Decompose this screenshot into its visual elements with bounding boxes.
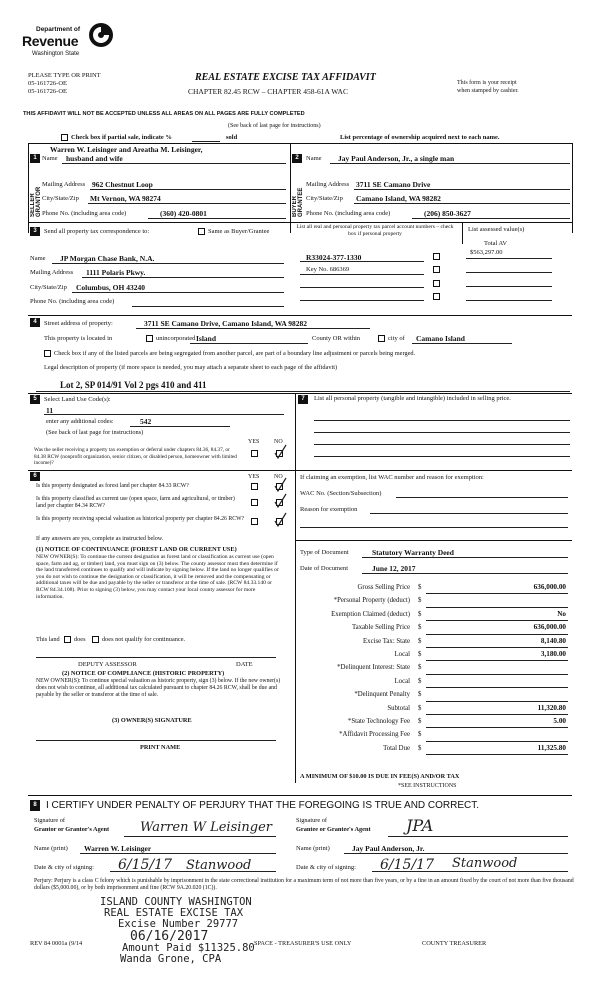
tax-row	[296, 622, 570, 635]
grantor-sig-label-1: Signature of	[34, 817, 65, 824]
section-7-marker: 7	[298, 395, 308, 404]
land-label: This land	[36, 636, 60, 643]
corr-city-label: City/State/Zip	[30, 284, 67, 291]
tax-row-value: No	[557, 609, 566, 618]
county-label: County OR within	[312, 335, 361, 342]
stamp-amount-paid: Amount Paid $11325.80	[122, 942, 255, 954]
partial-sale-checkbox[interactable]	[61, 134, 68, 141]
doc-type: Statutory Warranty Deed	[372, 548, 454, 557]
land-use-code: 11	[46, 406, 54, 415]
s6-yes-header: YES	[248, 474, 260, 480]
section-4-marker: 4	[30, 318, 40, 327]
s5-no-header: NO	[274, 439, 283, 445]
tax-row-label: Local	[394, 651, 410, 658]
street-label: Street address of property:	[44, 320, 113, 327]
section-2-marker: 2	[292, 154, 302, 163]
county-treasurer-label: COUNTY TREASURER	[422, 940, 487, 947]
historic-yes-checkbox[interactable]	[251, 518, 258, 525]
segregated-label: Check box if any of the listed parcels are being segregated from another parcel, are part of a boundary line adjustment or parcels being merged.	[54, 350, 416, 357]
buyer-mailing-label: Mailing Address	[306, 181, 350, 188]
tax-row-value: 11,320.80	[537, 703, 566, 712]
parcel-2-personal-checkbox[interactable]	[433, 266, 440, 273]
grantor-name: Warren W. Leisinger	[84, 844, 152, 853]
tax-row-currency: $	[418, 718, 422, 725]
land-use-label: Select Land Use Code(s):	[44, 396, 111, 403]
within-city-checkbox[interactable]	[378, 335, 385, 342]
tax-row-currency: $	[418, 744, 422, 752]
unincorporated-checkbox[interactable]	[146, 335, 153, 342]
grantee-date-label: Date & city of signing:	[296, 864, 356, 871]
correspondence-label: Send all property tax correspondence to:	[44, 228, 150, 235]
corr-mailing: 1111 Polaris Pkwy.	[86, 268, 146, 277]
tax-row	[296, 689, 570, 702]
wac-number-label: WAC No. (Section/Subsection)	[300, 490, 382, 497]
land-does-label: does	[74, 636, 86, 643]
notice-compliance-title: (2) NOTICE OF COMPLIANCE (HISTORIC PROPERTY)	[62, 670, 225, 677]
tax-row-label: Subtotal	[387, 704, 410, 712]
land-use-see-back: (See back of last page for instructions)	[46, 429, 144, 436]
grantee-name-label: Name (print)	[296, 845, 330, 852]
notice-continuance-title: (1) NOTICE OF CONTINUANCE (FOREST LAND OR CURRENT USE)	[36, 546, 237, 553]
certify-statement: I CERTIFY UNDER PENALTY OF PERJURY THAT THE FOREGOING IS TRUE AND CORRECT.	[46, 800, 480, 811]
tax-row-currency: $	[418, 584, 422, 591]
forest-land-question: Is this property designated as forest land per chapter 84.33 RCW?	[36, 483, 189, 489]
grantee-name: Jay Paul Anderson, Jr.	[352, 844, 425, 853]
tax-table	[296, 582, 570, 762]
buyer-city: Camano Island, WA 98282	[356, 194, 441, 203]
tax-row-currency: $	[418, 651, 422, 658]
city-of-label: city of	[388, 335, 405, 342]
s5-no-check-mark	[273, 444, 287, 460]
tax-row	[296, 609, 570, 622]
legal-label: Legal description of property (if more space is needed, you may attach a separate sheet to each page of the affidavit)	[44, 364, 338, 371]
revenue-logo-icon	[88, 22, 114, 48]
corr-mailing-label: Mailing Address	[30, 269, 74, 276]
current-use-yes-checkbox[interactable]	[251, 499, 258, 506]
exemption-question: Was the seller receiving a property tax exemption or deferral under chapters 84.36, 84.37, or 84.38 RCW (nonprofit organization, senior citizen, or disabled person, homeowner with limited income)?	[34, 447, 237, 466]
receipt-note-2: when stamped by cashier.	[457, 88, 519, 94]
land-does-checkbox[interactable]	[64, 636, 71, 643]
partial-sale-label: Check box if partial sale, indicate %	[71, 134, 172, 141]
grantee-city: Stanwood	[452, 856, 518, 871]
doc-date-label: Date of Document	[300, 565, 349, 572]
stamp-date: 06/16/2017	[130, 929, 209, 944]
partial-sale-percent[interactable]	[192, 141, 220, 142]
seller-name-label: Name	[42, 155, 58, 162]
tax-row-currency: $	[418, 624, 422, 632]
form-code-1: 05-161726-OE	[28, 80, 67, 87]
see-back-note: (See back of last page for instructions)	[228, 123, 321, 129]
tax-row	[296, 676, 570, 689]
buyer-side-label: BUYER GRANTEE	[292, 187, 304, 217]
grantee-signature: JPA	[406, 816, 434, 835]
tax-row	[296, 716, 570, 729]
current-use-question: Is this property classified as current use (open space, farm and agricultural, or timber) land per chapter 84.34 RCW?	[36, 496, 235, 509]
ownership-note: List percentage of ownership acquired next to each name.	[340, 134, 500, 141]
corr-phone-label: Phone No. (including area code)	[30, 298, 115, 305]
tax-row-label: *State Technology Fee	[347, 718, 410, 725]
form-subtitle: CHAPTER 82.45 RCW – CHAPTER 458-61A WAC	[188, 87, 348, 96]
treasurer-stamp	[98, 897, 255, 965]
stamp-excise-tax: REAL ESTATE EXCISE TAX	[104, 907, 244, 919]
parcel-number: R33024-377-1330	[306, 253, 362, 262]
tax-row-label: *Delinquent Penalty	[354, 691, 410, 699]
wac-claim-label: If claiming an exemption, list WAC number and reason for exemption:	[300, 474, 484, 481]
grantee-sig-label-1: Signature of	[296, 817, 327, 824]
historic-question: Is this property receiving special valuation as historical property per chapter 84.26 RCW?	[36, 516, 245, 522]
tax-row	[296, 582, 570, 595]
doc-type-label: Type of Document	[300, 549, 349, 556]
seller-name-line1: Warren W. Leisinger and Areatha M. Leisinger,	[50, 145, 203, 154]
land-does-not-label: does not qualify for continuance.	[102, 636, 186, 643]
tax-row-value: 3,180.00	[540, 650, 566, 658]
grantor-date: 6/15/17	[118, 857, 172, 873]
city-value: Camano Island	[416, 334, 465, 343]
completion-warning: THIS AFFIDAVIT WILL NOT BE ACCEPTED UNLESS ALL AREAS ON ALL PAGES ARE FULLY COMPLETED	[23, 111, 305, 117]
parcel-header: List all real and personal property tax parcel account numbers – check box if personal property	[296, 224, 454, 237]
parcel-1-personal-checkbox[interactable]	[433, 253, 440, 260]
tax-row-label: Exemption Claimed (deduct)	[331, 610, 410, 618]
tax-row-currency: $	[418, 637, 422, 645]
tax-row-currency: $	[418, 704, 422, 712]
tax-row	[296, 743, 570, 756]
parcel-3-personal-checkbox[interactable]	[433, 280, 440, 287]
rev-form-number: REV 84 0001a (9/14	[30, 940, 83, 947]
owner-signature-label: (3) OWNER(S) SIGNATURE	[112, 717, 192, 724]
if-yes-note: If any answers are yes, complete as instructed below.	[36, 536, 164, 542]
section-1-marker: 1	[30, 154, 40, 163]
tax-row-label: Total Due	[383, 744, 410, 752]
perjury-notice: Perjury: Perjury is a class C felony which is punishable by imprisonment in the state correctional institution for a maximum term of not more than five years, or by a fine in an amount fixed by the court of not more than five thousand dollars ($5,000.00), or by both imprisonment and fine (RCW 9A.20.020 (1C)).	[34, 878, 574, 891]
tax-row-label: Gross Selling Price	[357, 584, 410, 591]
tax-row-value: 8,140.80	[540, 636, 566, 645]
corr-name: JP Morgan Chase Bank, N.A.	[60, 254, 155, 263]
buyer-phone-label: Phone No. (including area code)	[306, 210, 391, 217]
tax-row	[296, 662, 570, 675]
s5-yes-header: YES	[248, 439, 260, 445]
deputy-assessor-label: DEPUTY ASSESSOR	[78, 661, 137, 668]
buyer-name: Jay Paul Anderson, Jr., a single man	[338, 154, 455, 163]
date-label: DATE	[236, 661, 253, 668]
parcel-4-personal-checkbox[interactable]	[433, 293, 440, 300]
corr-name-label: Name	[30, 255, 46, 262]
tax-row-label: Excise Tax: State	[363, 637, 410, 645]
grantor-signature: Warren W Leisinger	[140, 820, 273, 835]
tax-row-label: *Affidavit Processing Fee	[339, 731, 410, 739]
section-6-marker: 6	[30, 472, 40, 481]
legal-description: Lot 2, SP 014/91 Vol 2 pgs 410 and 411	[60, 380, 207, 390]
revenue-text: Revenue	[22, 33, 79, 49]
tax-row-label: *Delinquent Interest: State	[337, 664, 410, 672]
buyer-phone: (206) 850-3627	[424, 209, 471, 218]
same-as-buyer-checkbox[interactable]	[198, 228, 205, 235]
seller-city: Mt Vernon, WA 98274	[90, 194, 161, 203]
tax-row-currency: $	[418, 677, 422, 685]
notice-continuance-text: NEW OWNER(S): To continue the current designation as forest land or classification as current use (open space, farm and ag, or timber) land, you must sign on (3) below. The county assessor must then determine if the land transferred continues to qualify and will indicate by signing below. If the land no longer qualifies or you do not wish to continue the designation or classification, it will be removed and the compensating or additional taxes will be due and payable by the seller or transferor at the time of sale. (RCW 84.33.140 or RCW 84.34.108). Prior to signing (3) below, you may contact your local county assessor for more information.	[36, 554, 279, 600]
tax-row-currency: $	[418, 597, 422, 605]
tax-row-currency: $	[418, 691, 422, 699]
seller-phone-label: Phone No. (including area code)	[42, 210, 127, 217]
key-number: Key No. 686369	[306, 266, 350, 273]
historic-no-check-mark	[273, 512, 287, 528]
corr-city: Columbus, OH 43240	[76, 283, 145, 292]
current-use-no-check-mark	[273, 493, 287, 509]
located-label: This property is located in	[44, 335, 113, 342]
tax-row	[296, 636, 570, 649]
stamp-cashier: Wanda Grone, CPA	[120, 953, 222, 965]
tax-row	[296, 703, 570, 716]
seller-phone: (360) 420-0801	[160, 209, 207, 218]
seller-name-line2: husband and wife	[66, 154, 123, 163]
s6-no-header: NO	[274, 474, 283, 480]
tax-row-value: 636,000.00	[533, 623, 566, 632]
dept-logo	[20, 20, 115, 62]
grantor-name-label: Name (print)	[34, 845, 68, 852]
street-address: 3711 SE Camano Drive, Camano Island, WA 98282	[144, 319, 308, 328]
total-av-label: Total AV	[484, 240, 508, 247]
tax-row-currency: $	[418, 731, 422, 739]
buyer-name-label: Name	[306, 155, 322, 162]
s5-yes-checkbox[interactable]	[251, 450, 258, 457]
tax-row	[296, 729, 570, 742]
total-av: $563,297.00	[470, 249, 503, 256]
exemption-reason-label: Reason for exemption	[300, 506, 358, 513]
notice-compliance-text: NEW OWNER(S): To continue special valuation as historic property, sign (3) below. If the new owner(s) does not wish to continue, all additional tax calculated pursuant to chapter 84.26 RCW, shall be due and payable by the seller or transferor at the time of sale.	[36, 678, 281, 698]
same-as-buyer-label: Same as Buyer/Grantee	[208, 228, 270, 235]
grantee-sig-label-2: Grantee or Grantee's Agent	[296, 826, 371, 833]
form-code-2: 05-161726-OE	[28, 88, 67, 95]
minimum-fee-note: A MINIMUM OF $10.00 IS DUE IN FEE(S) AND/OR TAX	[300, 773, 460, 780]
personal-property-label: List all personal property (tangible and intangible) included in selling price.	[314, 395, 511, 402]
assessed-header: List assessed value(s)	[468, 226, 525, 233]
tax-row-value: 11,325.80	[537, 743, 566, 752]
grantee-date: 6/15/17	[380, 857, 434, 873]
tax-row-label: Local	[394, 677, 410, 685]
sold-label: sold	[226, 134, 238, 141]
tax-row-value: 636,000.00	[533, 583, 566, 591]
print-name-label: PRINT NAME	[140, 744, 181, 751]
forest-yes-checkbox[interactable]	[251, 483, 258, 490]
tax-row-label: *Personal Property (deduct)	[333, 597, 410, 605]
stamp-county: ISLAND COUNTY WASHINGTON	[100, 896, 252, 908]
grantor-date-label: Date & city of signing:	[34, 864, 94, 871]
seller-mailing-label: Mailing Address	[42, 181, 86, 188]
see-instructions-note: *SEE INSTRUCTIONS	[398, 783, 457, 789]
additional-codes-label: enter any additional codes:	[46, 418, 114, 425]
section-5-marker: 5	[30, 395, 40, 404]
buyer-city-label: City/State/Zip	[306, 195, 343, 202]
receipt-note-1: This form is your receipt	[457, 80, 517, 86]
doc-date: June 12, 2017	[372, 564, 416, 573]
grantor-city: Stanwood	[186, 858, 252, 873]
forest-no-check-mark	[273, 477, 287, 493]
tax-row	[296, 649, 570, 662]
seller-mailing: 962 Chestnut Loop	[92, 180, 153, 189]
seller-side-label: SELLER GRANTOR	[30, 186, 42, 217]
unincorporated-label: unincorporated	[156, 335, 196, 342]
please-type: PLEASE TYPE OR PRINT	[28, 72, 101, 79]
tax-row-value: 5.00	[553, 717, 566, 725]
section-3-marker: 3	[30, 227, 40, 236]
grantor-sig-label-2: Grantor or Grantor's Agent	[34, 826, 110, 833]
tax-row-currency: $	[418, 664, 422, 672]
county-value: Island	[196, 334, 217, 343]
buyer-mailing: 3711 SE Camano Drive	[356, 180, 431, 189]
wa-state-text: Washington State	[32, 51, 80, 57]
seller-city-label: City/State/Zip	[42, 195, 79, 202]
segregated-checkbox[interactable]	[44, 350, 51, 357]
form-title: REAL ESTATE EXCISE TAX AFFIDAVIT	[195, 72, 376, 83]
tax-row	[296, 595, 570, 608]
stamp-excise-number: Excise Number 29777	[118, 918, 239, 930]
tax-row-currency: $	[418, 610, 422, 618]
additional-codes: 542	[140, 417, 152, 426]
section-8-marker: 8	[30, 800, 40, 811]
treasurer-space-label: SPACE - TREASURER'S USE ONLY	[254, 940, 352, 947]
land-does-not-checkbox[interactable]	[92, 636, 99, 643]
dept-of-text: Department of	[36, 26, 81, 33]
tax-row-label: Taxable Selling Price	[351, 624, 410, 632]
